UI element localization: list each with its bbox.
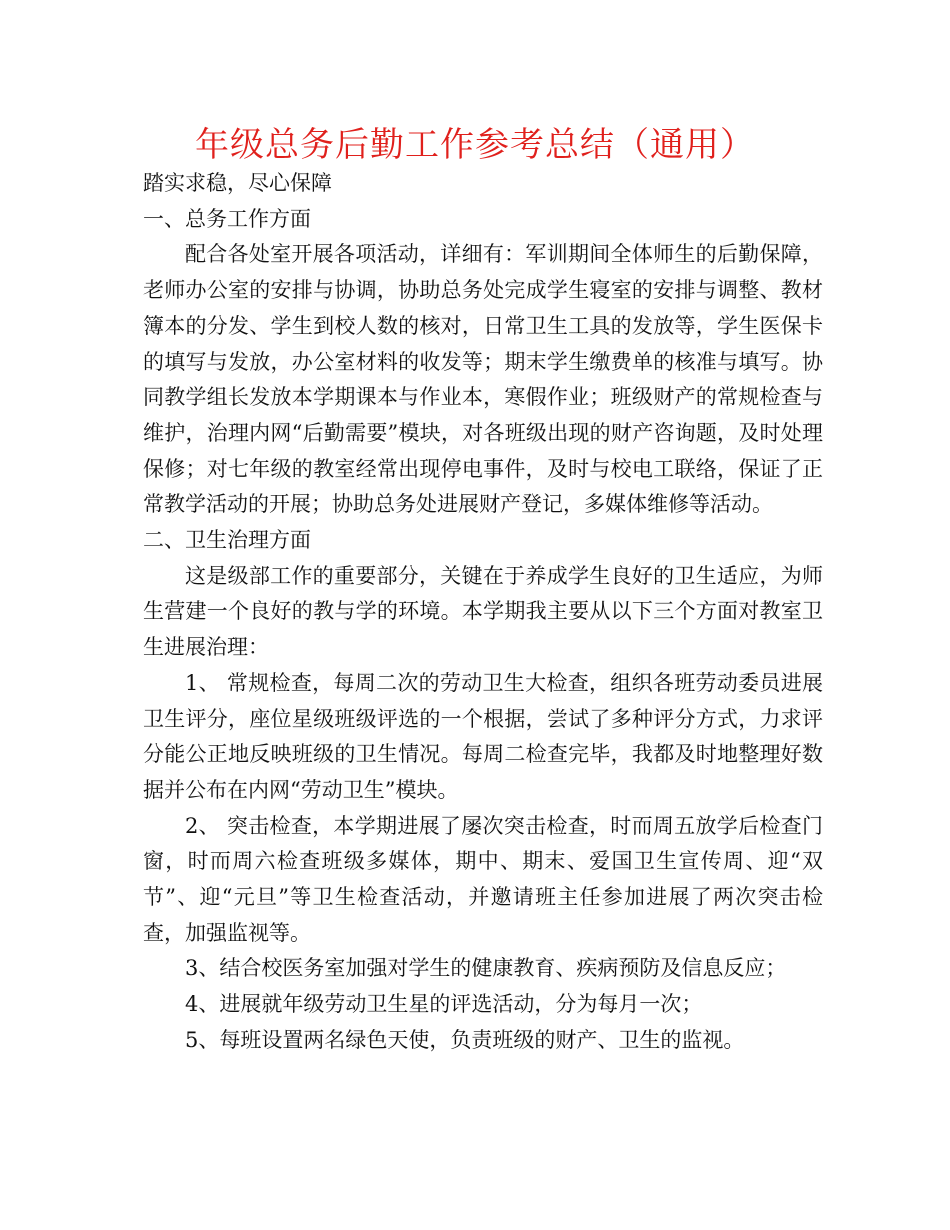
list-item-green-angels: 5、每班设置两名绿色天使，负责班级的财产、卫生的监视。 [185,1027,745,1052]
document-body [143,166,823,1059]
list-item-health-education: 3、结合校医务室加强对学生的健康教育、疾病预防及信息反应； [185,956,787,981]
paragraph-general-affairs: 配合各处室开展各项活动，详细有：军训期间全体师生的后勤保障，老师办公室的安排与协调，协助总务处完成学生寝室的安排与调整、教材簿本的分发、学生到校人数的核对，日常卫生工具的发放等，学生医保卡的填写与发放，办公室材料的收发等；期末学生缴费单的核准与填写。协同教学组长发放本学期课本与作业本，寒假作业；班级财产的常规检查与维护，治理内网“后勤需要”模块，对各班级出现的财产咨询题，及时处理保修；对七年级的教室经常出现停电事件，及时与校电工联络，保证了正常教学活动的开展；协助总务处进展财产登记，多媒体维修等活动。 [143,242,823,517]
paragraph-hygiene-intro: 这是级部工作的重要部分，关键在于养成学生良好的卫生适应，为师生营建一个良好的教与学的环境。本学期我主要从以下三个方面对教室卫生进展治理： [143,563,823,660]
list-item-surprise-inspection: 2、 突击检查，本学期进展了屡次突击检查，时而周五放学后检查门窗，时而周六检查班级多媒体，期中、期末、爱国卫生宣传周、迎“双节”、迎“元旦”等卫生检查活动，并邀请班主任参加进展了两次突击检查，加强监视等。 [143,813,823,945]
section-heading-hygiene: 二、卫生治理方面 [143,528,311,553]
section-heading-general-affairs: 一、总务工作方面 [143,206,311,231]
list-item-hygiene-star: 4、进展就年级劳动卫生星的评选活动，分为每月一次； [185,992,703,1017]
document-subtitle: 踏实求稳，尽心保障 [143,171,332,195]
list-item-routine-inspection: 1、 常规检查，每周二次的劳动卫生大检查，组织各班劳动委员进展卫生评分，座位星级班级评选的一个根据，尝试了多种评分方式，力求评分能公正地反映班级的卫生情况。每周二检查完毕，我都及时地整理好数据并公布在内网“劳动卫生”模块。 [143,670,823,802]
page-title: 年级总务后勤工作参考总结（通用） [195,125,755,165]
